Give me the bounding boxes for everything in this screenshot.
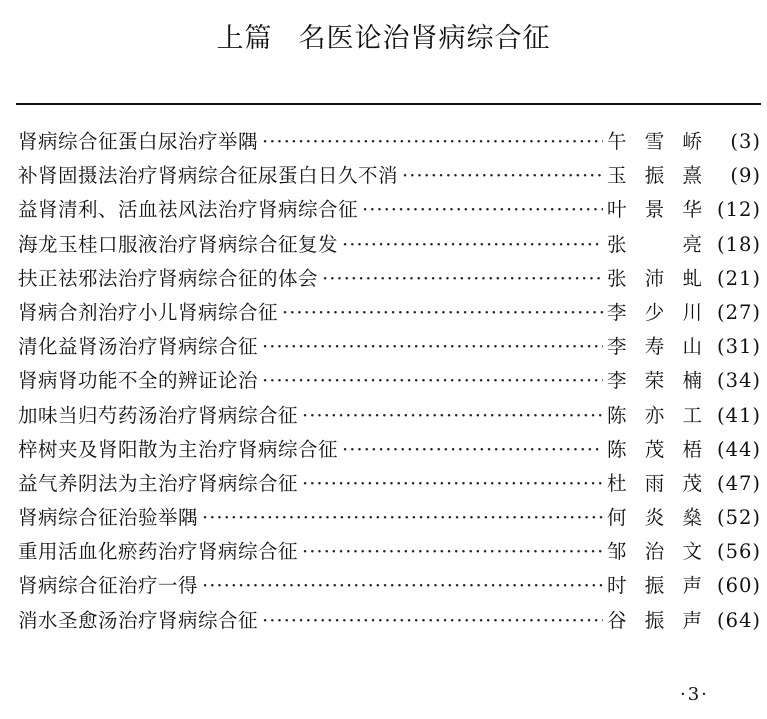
toc-entry — [18, 502, 761, 536]
toc-entry-page: (21) — [716, 266, 761, 290]
toc-entry-title: 扶正祛邪法治疗肾病综合征的体会 — [18, 266, 319, 290]
toc-dot-leader — [302, 404, 603, 427]
part-label: 上篇 — [216, 23, 273, 54]
toc-entry-title: 肾病综合征蛋白尿治疗举隅 — [18, 130, 259, 153]
toc-entry-title: 补肾固摄法治疗肾病综合征尿蛋白日久不消 — [18, 164, 399, 188]
page-heading — [0, 16, 767, 55]
toc-dot-leader — [262, 369, 603, 392]
toc-entry-author: 陈亦工 — [607, 403, 703, 427]
toc-entry — [18, 194, 761, 228]
toc-entry-page: (3) — [730, 130, 761, 153]
toc-entry-author: 李寿山 — [607, 335, 703, 359]
toc-entry-author: 杜雨茂 — [607, 471, 703, 495]
toc-dot-leader — [302, 540, 603, 563]
toc-entry — [18, 605, 761, 639]
toc-dot-leader — [362, 198, 603, 221]
toc-entry-author: 李荣楠 — [607, 369, 703, 393]
toc-dot-leader — [262, 335, 603, 358]
toc-dot-leader — [342, 438, 603, 461]
toc-dot-leader — [342, 233, 603, 256]
toc-entry-title: 清化益肾汤治疗肾病综合征 — [18, 335, 259, 359]
toc-entry-page: (34) — [716, 369, 761, 393]
toc-entry — [18, 570, 761, 604]
page-number: ·3· — [680, 684, 709, 705]
toc-dot-leader — [322, 267, 603, 290]
header-rule — [16, 103, 761, 105]
toc-entry — [18, 160, 761, 194]
toc-entry — [18, 468, 761, 502]
table-of-contents — [18, 126, 761, 639]
toc-entry-page: (31) — [716, 335, 761, 359]
toc-entry-author: 邹治文 — [607, 540, 703, 564]
toc-entry — [18, 400, 761, 434]
toc-entry-author: 时振声 — [607, 574, 703, 598]
toc-dot-leader — [302, 472, 603, 495]
toc-entry-title: 加味当归芍药汤治疗肾病综合征 — [18, 403, 299, 427]
toc-entry-page: (12) — [716, 198, 761, 222]
toc-entry-title: 梓树夹及肾阳散为主治疗肾病综合征 — [18, 437, 339, 461]
toc-entry-page: (47) — [716, 471, 761, 495]
toc-dot-leader — [262, 609, 603, 632]
toc-entry-author: 叶景华 — [607, 198, 703, 222]
toc-entry-author: 张 亮 — [607, 232, 703, 256]
toc-entry — [18, 263, 761, 297]
toc-entry — [18, 331, 761, 365]
toc-entry — [18, 434, 761, 468]
toc-entry-author: 张沛虬 — [607, 266, 703, 290]
toc-entry-page: (52) — [716, 506, 761, 530]
toc-entry-author: 午雪峤 — [607, 130, 703, 153]
toc-entry-title: 肾病肾功能不全的辨证论治 — [18, 369, 259, 393]
toc-entry — [18, 536, 761, 570]
toc-dot-leader — [402, 164, 603, 187]
toc-dot-leader — [202, 574, 603, 597]
toc-entry-title: 益肾清利、活血祛风法治疗肾病综合征 — [18, 198, 359, 222]
toc-entry-page: (56) — [716, 540, 761, 564]
toc-entry-title: 海龙玉桂口服液治疗肾病综合征复发 — [18, 232, 339, 256]
toc-entry — [18, 365, 761, 399]
toc-entry-author: 谷振声 — [607, 608, 703, 632]
toc-entry-title: 肾病合剂治疗小儿肾病综合征 — [18, 300, 279, 324]
toc-entry-page: (18) — [716, 232, 761, 256]
toc-entry — [18, 229, 761, 263]
toc-dot-leader — [202, 506, 603, 529]
toc-entry — [18, 126, 761, 160]
toc-entry — [18, 297, 761, 331]
toc-entry-author: 李少川 — [607, 300, 703, 324]
toc-dot-leader — [262, 130, 603, 153]
toc-entry-author: 陈茂梧 — [607, 437, 703, 461]
toc-entry-page: (41) — [716, 403, 761, 427]
toc-dot-leader — [282, 301, 603, 324]
toc-entry-page: (64) — [716, 608, 761, 632]
toc-entry-title: 消水圣愈汤治疗肾病综合征 — [18, 608, 259, 632]
toc-entry-page: (44) — [716, 437, 761, 461]
page-title: 名医论治肾病综合征 — [298, 23, 551, 54]
toc-entry-page: (27) — [716, 300, 761, 324]
toc-entry-title: 重用活血化瘀药治疗肾病综合征 — [18, 540, 299, 564]
toc-entry-title: 肾病综合征治疗一得 — [18, 574, 199, 598]
toc-entry-title: 益气养阴法为主治疗肾病综合征 — [18, 471, 299, 495]
toc-entry-page: (60) — [716, 574, 761, 598]
toc-entry-title: 肾病综合征治验举隅 — [18, 506, 199, 530]
toc-entry-page: (9) — [730, 164, 761, 188]
toc-entry-author: 何炎燊 — [607, 506, 703, 530]
toc-entry-author: 玉振熹 — [607, 164, 703, 188]
